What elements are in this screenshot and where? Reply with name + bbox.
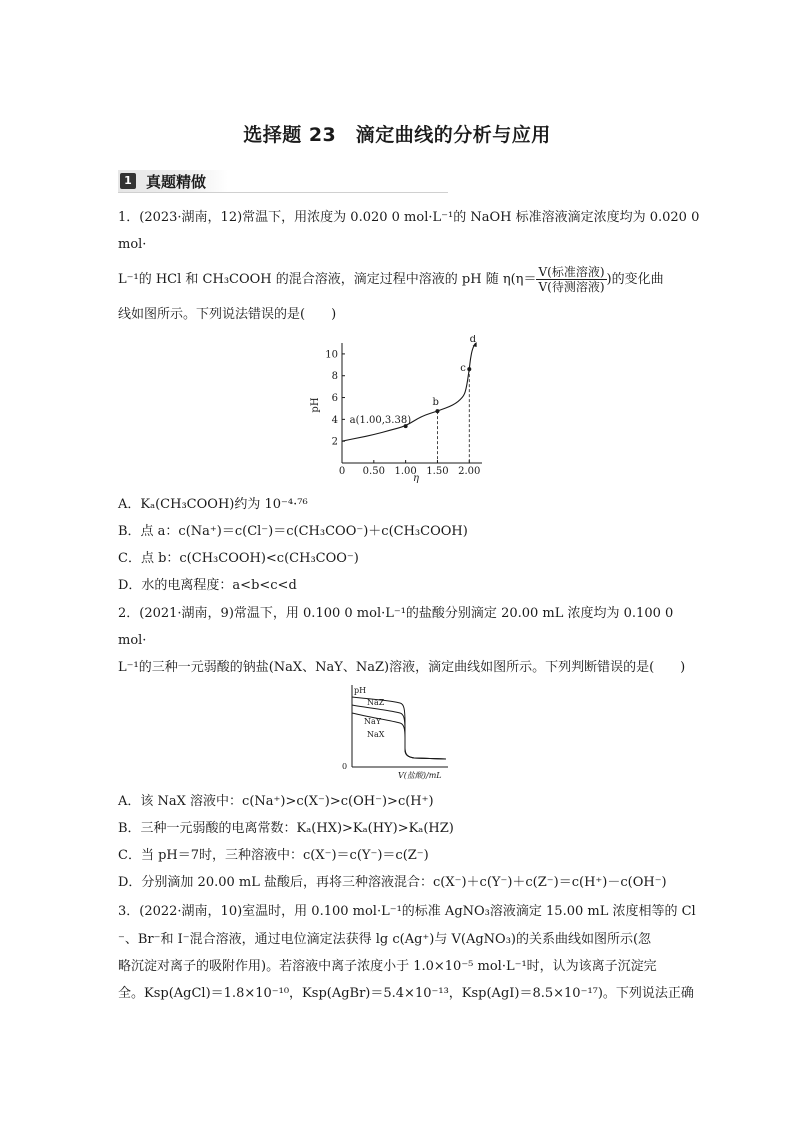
question-2-line-3: L⁻¹的三种一元弱酸的钠盐(NaX、NaY、NaZ)溶液，滴定曲线如图所示。下列判断错误的是( )	[118, 660, 686, 675]
chart1-xtick-label: 2.00	[458, 466, 481, 477]
question-3-line-1: 3．(2022·湖南，10)室温时，用 0.100 mol·L⁻¹的标准 AgNO₃溶液滴定 15.00 mL 浓度相等的 Cl	[118, 904, 696, 919]
chart2-ylabel: pH	[354, 686, 367, 695]
question-1-line-1: 1．(2023·湖南，12)常温下，用浓度为 0.020 0 mol·L⁻¹的 NaOH 标准溶液滴定浓度均为 0.020 0	[118, 210, 700, 225]
eta-denominator: V(待测溶液)	[538, 280, 605, 294]
chart1-axes	[342, 343, 482, 463]
question-1-line-3-end: )的变化曲	[606, 272, 664, 287]
chart1-point-c	[467, 367, 471, 371]
chart1-xlabel: η	[413, 473, 419, 484]
question-2-option-a: A．该 NaX 溶液中：c(Na⁺)>c(X⁻)>c(OH⁻)>c(H⁺)	[118, 794, 434, 809]
chart2-series-label: NaX	[367, 730, 385, 739]
eta-numerator: V(标准溶液)	[538, 265, 605, 279]
chart2-origin: 0	[342, 762, 348, 771]
chart1-point-label: a(1.00,3.38)	[349, 415, 412, 427]
question-2-line-1: 2．(2021·湖南，9)常温下，用 0.100 0 mol·L⁻¹的盐酸分别滴定 20.00 mL 浓度均为 0.100 0	[118, 606, 674, 621]
question-1-option-d: D．水的电离程度：a<b<c<d	[118, 578, 297, 593]
titration-chart-2	[338, 683, 458, 783]
question-1-line-3	[118, 265, 664, 294]
chart1-curve	[342, 343, 476, 441]
section-header	[118, 170, 448, 194]
titration-chart-1	[300, 335, 500, 485]
chart1-xtick-label: 0.50	[362, 466, 385, 477]
question-2-option-b: B．三种一元弱酸的电离常数：Kₐ(HX)>Kₐ(HY)>Kₐ(HZ)	[118, 821, 454, 836]
question-2-line-2: mol·	[118, 633, 147, 648]
page-title: 选择题 23 滴定曲线的分析与应用	[243, 124, 551, 146]
question-1-line-4: 线如图所示。下列说法错误的是( )	[118, 307, 337, 322]
question-1-line-2: mol·	[118, 237, 147, 252]
question-3-line-3: 略沉淀对离子的吸附作用)。若溶液中离子浓度小于 1.0×10⁻⁵ mol·L⁻¹时，认为该离子沉淀完	[118, 959, 657, 974]
section-label: 真题精做	[146, 173, 207, 191]
question-3-line-2: ⁻、Br⁻和 I⁻混合溶液，通过电位滴定法获得 lg c(Ag⁺)与 V(AgNO₃)的关系曲线如图所示(忽	[118, 932, 652, 947]
chart2-series-label: NaZ	[367, 698, 385, 707]
chart1-ytick-label: 2	[331, 436, 338, 448]
chart1-point-b	[435, 409, 439, 413]
question-2-option-d: D．分别滴加 20.00 mL 盐酸后，再将三种溶液混合：c(X⁻)＋c(Y⁻)＋c(Z⁻)＝c(H⁺)－c(OH⁻)	[118, 875, 667, 890]
chart1-xtick-label: 1.00	[394, 466, 417, 477]
question-1-line-3-start: L⁻¹的 HCl 和 CH₃COOH 的混合溶液，滴定过程中溶液的 pH 随 η(η＝	[118, 272, 537, 287]
question-2-option-c: C．当 pH＝7时，三种溶液中：c(X⁻)＝c(Y⁻)＝c(Z⁻)	[118, 848, 429, 863]
chart1-ytick-label: 8	[331, 371, 338, 383]
chart1-ytick-label: 10	[325, 349, 338, 361]
chart1-xtick-label: 1.50	[426, 466, 449, 477]
section-header-divider	[118, 192, 448, 193]
question-1-option-c: C．点 b：c(CH₃COOH)<c(CH₃COO⁻)	[118, 551, 359, 566]
chart1-point-label: c	[460, 363, 466, 375]
question-1-option-b: B．点 a：c(Na⁺)＝c(Cl⁻)＝c(CH₃COO⁻)＋c(CH₃COOH)	[118, 524, 468, 539]
eta-fraction	[536, 265, 606, 294]
question-3-line-4: 全。Ksp(AgCl)＝1.8×10⁻¹⁰，Ksp(AgBr)＝5.4×10⁻¹³，Ksp(AgI)＝8.5×10⁻¹⁷)。下列说法正确	[118, 986, 694, 1001]
chart1-ytick-label: 6	[331, 393, 338, 405]
section-number-badge: 1	[120, 173, 136, 189]
chart2-xlabel: V(盐酸)/mL	[398, 771, 442, 780]
chart1-ytick-label: 4	[331, 414, 338, 426]
chart1-point-label: b	[432, 397, 439, 409]
chart1-xtick-label: 0	[338, 466, 346, 477]
chart1-point-label: d	[469, 335, 477, 345]
chart1-ylabel: pH	[310, 397, 321, 413]
question-1-option-a: A．Kₐ(CH₃COOH)约为 10⁻⁴·⁷⁶	[118, 497, 308, 512]
chart2-series-label: NaY	[364, 717, 382, 726]
